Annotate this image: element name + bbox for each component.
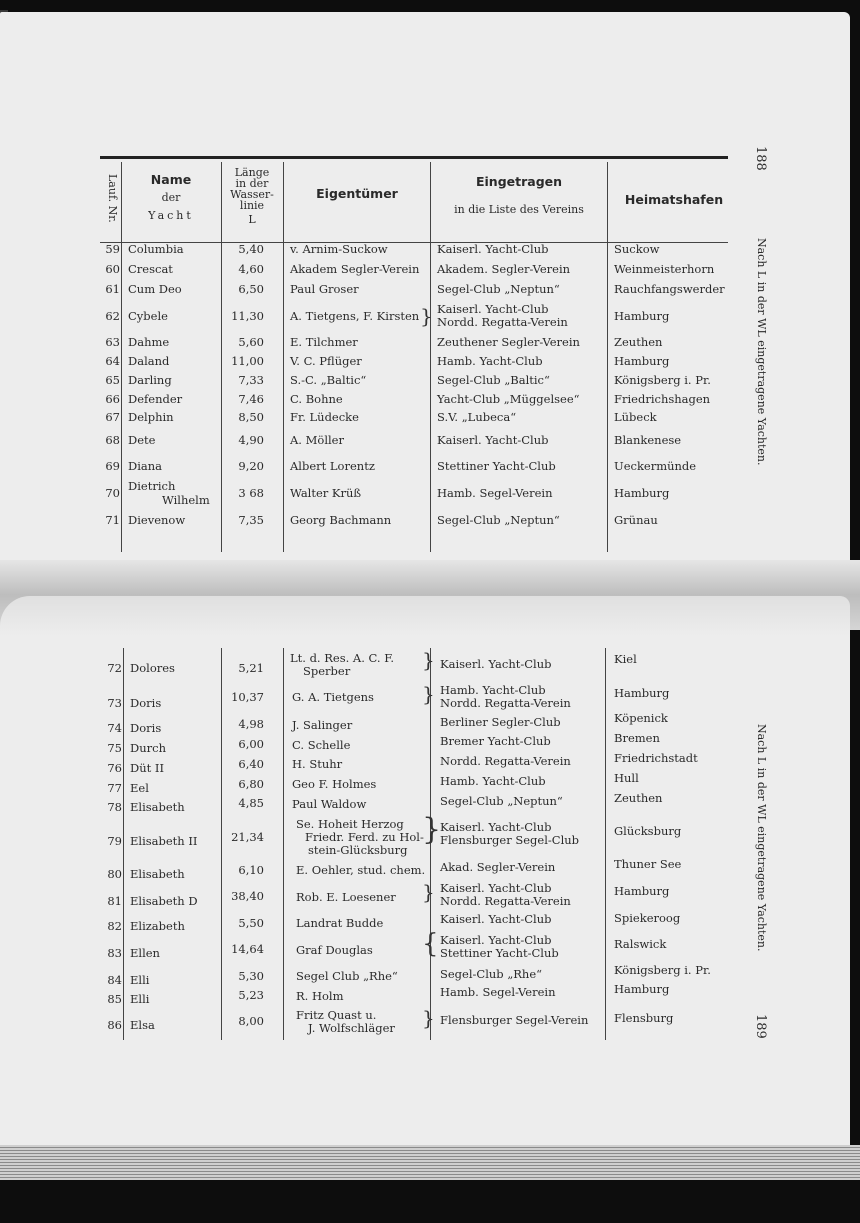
row-number: 72 bbox=[107, 661, 122, 675]
brace-glyph: { bbox=[422, 929, 439, 959]
owner: C. Bohne bbox=[290, 392, 343, 406]
column-divider bbox=[123, 648, 124, 1040]
yacht-name: Düt II bbox=[130, 761, 164, 775]
owner: G. A. Tietgens bbox=[292, 690, 374, 704]
club: Berliner Segler-Club bbox=[440, 715, 561, 729]
home-port: Königsberg i. Pr. bbox=[614, 373, 711, 387]
brace-glyph: } bbox=[422, 682, 435, 706]
home-port: Zeuthen bbox=[614, 335, 663, 349]
column-divider bbox=[121, 162, 122, 552]
row-number: 66 bbox=[105, 392, 120, 406]
club: Flensburger Segel-Verein bbox=[440, 1013, 589, 1027]
owner: J. Salinger bbox=[292, 718, 353, 732]
owner: Walter Krüß bbox=[290, 486, 362, 500]
header-heimatshafen: Heimatshafen bbox=[624, 192, 724, 207]
row-number: 76 bbox=[107, 761, 122, 775]
waterline-length: 4,85 bbox=[238, 796, 264, 810]
club: Segel-Club „Baltic“ bbox=[437, 373, 550, 387]
owner: v. Arnim-Suckow bbox=[290, 242, 388, 256]
home-port: Hull bbox=[614, 771, 639, 785]
club: Hamb. Yacht-Club bbox=[440, 683, 546, 697]
row-number: 74 bbox=[107, 721, 122, 735]
home-port: Hamburg bbox=[614, 354, 670, 368]
waterline-length: 5,40 bbox=[238, 242, 264, 256]
brace-glyph: } bbox=[420, 304, 433, 328]
club: Hamb. Segel-Verein bbox=[437, 486, 553, 500]
header-name: Name bbox=[150, 172, 192, 187]
waterline-length: 5,50 bbox=[238, 916, 264, 930]
club: Kaiserl. Yacht-Club bbox=[437, 433, 549, 447]
row-number: 85 bbox=[107, 992, 122, 1006]
waterline-length: 8,50 bbox=[238, 410, 264, 424]
owner: Landrat Budde bbox=[296, 916, 384, 930]
home-port: Zeuthen bbox=[614, 791, 663, 805]
yacht-name: Dete bbox=[128, 433, 156, 447]
row-number: 86 bbox=[107, 1018, 122, 1032]
owner: Segel Club „Rhe“ bbox=[296, 969, 398, 983]
home-port: Hamburg bbox=[614, 309, 670, 323]
home-port: Spiekeroog bbox=[614, 911, 681, 925]
row-number: 62 bbox=[105, 309, 120, 323]
header-laenge-4: linie bbox=[239, 199, 265, 212]
home-port: Ueckermünde bbox=[614, 459, 697, 473]
header-laenge-1: Länge bbox=[234, 166, 270, 179]
club: Stettiner Yacht-Club bbox=[437, 459, 556, 473]
row-number: 78 bbox=[107, 800, 122, 814]
row-number: 77 bbox=[107, 781, 122, 795]
club: Segel-Club „Rhe“ bbox=[440, 967, 543, 981]
yacht-name: Cum Deo bbox=[128, 282, 182, 296]
yacht-name: Delphin bbox=[128, 410, 174, 424]
column-divider bbox=[430, 162, 431, 552]
owner: Rob. E. Loesener bbox=[296, 890, 396, 904]
club-secondary: Stettiner Yacht-Club bbox=[440, 946, 559, 960]
yacht-name: Daland bbox=[128, 354, 170, 368]
waterline-length: 6,50 bbox=[238, 282, 264, 296]
home-port: Suckow bbox=[614, 242, 660, 256]
home-port: Hamburg bbox=[614, 686, 670, 700]
waterline-length: 6,80 bbox=[238, 777, 264, 791]
owner: Albert Lorentz bbox=[290, 459, 375, 473]
column-divider bbox=[283, 648, 284, 1040]
owner: Paul Groser bbox=[290, 282, 359, 296]
header-name-der: der bbox=[161, 191, 181, 204]
header-eigentuemer: Eigentümer bbox=[316, 186, 398, 201]
club: Zeuthener Segler-Verein bbox=[437, 335, 580, 349]
club: Segel-Club „Neptun“ bbox=[437, 513, 560, 527]
owner-continued: stein-Glücksburg bbox=[308, 843, 408, 857]
brace-glyph: } bbox=[422, 880, 435, 904]
waterline-length: 5,23 bbox=[238, 988, 264, 1002]
yacht-name: Elisabeth bbox=[130, 800, 185, 814]
waterline-length: 6,00 bbox=[238, 737, 264, 751]
waterline-length: 11,30 bbox=[231, 309, 264, 323]
yacht-name: Crescat bbox=[128, 262, 173, 276]
header-eingetragen-sub: in die Liste des Vereins bbox=[454, 203, 584, 216]
row-number: 80 bbox=[107, 867, 122, 881]
row-number: 65 bbox=[105, 373, 120, 387]
home-port: Flensburg bbox=[614, 1011, 674, 1025]
home-port: Lübeck bbox=[614, 410, 657, 424]
yacht-name: Elsa bbox=[130, 1018, 155, 1032]
yacht-name-continued: Wilhelm bbox=[162, 493, 210, 507]
running-head: Nach L in der WL eingetragene Yachten. bbox=[755, 238, 768, 466]
waterline-length: 5,30 bbox=[238, 969, 264, 983]
waterline-length: 5,60 bbox=[238, 335, 264, 349]
header-name-yacht: Yacht bbox=[148, 209, 194, 222]
owner: Lt. d. Res. A. C. F. bbox=[290, 651, 395, 665]
home-port: Bremen bbox=[614, 731, 660, 745]
club: Bremer Yacht-Club bbox=[440, 734, 551, 748]
owner: Graf Douglas bbox=[296, 943, 373, 957]
row-number: 68 bbox=[105, 433, 120, 447]
column-divider bbox=[607, 162, 608, 552]
waterline-length: 7,35 bbox=[238, 513, 264, 527]
row-number: 82 bbox=[107, 919, 122, 933]
home-port: Friedrichstadt bbox=[614, 751, 698, 765]
club: Kaiserl. Yacht-Club bbox=[440, 881, 552, 895]
waterline-length: 21,34 bbox=[231, 830, 264, 844]
club: Segel-Club „Neptun“ bbox=[440, 794, 563, 808]
owner-continued: Friedr. Ferd. zu Hol- bbox=[305, 830, 424, 844]
yacht-name: Elisabeth bbox=[130, 867, 185, 881]
owner: Geo F. Holmes bbox=[292, 777, 377, 791]
club: Akad. Segler-Verein bbox=[440, 860, 556, 874]
waterline-length: 3 68 bbox=[238, 486, 264, 500]
home-port: Glücksburg bbox=[614, 824, 682, 838]
club-secondary: Nordd. Regatta-Verein bbox=[440, 894, 571, 908]
waterline-length: 5,21 bbox=[238, 661, 264, 675]
brace-glyph: } bbox=[422, 812, 442, 847]
owner: S.-C. „Baltic“ bbox=[290, 373, 367, 387]
club: S.V. „Lubeca“ bbox=[437, 410, 517, 424]
row-number: 79 bbox=[107, 834, 122, 848]
club: Nordd. Regatta-Verein bbox=[440, 754, 571, 768]
owner: V. C. Pflüger bbox=[290, 354, 362, 368]
club-secondary: Nordd. Regatta-Verein bbox=[440, 696, 571, 710]
club: Yacht-Club „Müggelsee“ bbox=[437, 392, 580, 406]
yacht-name: Elli bbox=[130, 992, 150, 1006]
row-number: 81 bbox=[107, 894, 122, 908]
header-lauf-nr: Lauf. Nr. bbox=[106, 174, 119, 223]
row-number: 75 bbox=[107, 741, 122, 755]
home-port: Königsberg i. Pr. bbox=[614, 963, 711, 977]
home-port: Hamburg bbox=[614, 486, 670, 500]
running-head: Nach L in der WL eingetragene Yachten. bbox=[755, 724, 768, 952]
yacht-name: Dolores bbox=[130, 661, 175, 675]
yacht-name: Elisabeth D bbox=[130, 894, 198, 908]
club: Kaiserl. Yacht-Club bbox=[440, 912, 552, 926]
club: Akadem. Segler-Verein bbox=[437, 262, 571, 276]
owner: E. Oehler, stud. chem. bbox=[296, 863, 426, 877]
owner: Fritz Quast u. bbox=[296, 1008, 377, 1022]
page-number: 189 bbox=[753, 1014, 768, 1039]
row-number: 61 bbox=[105, 282, 120, 296]
club: Hamb. Yacht-Club bbox=[440, 774, 546, 788]
header-eingetragen: Eingetragen bbox=[475, 174, 563, 189]
waterline-length: 4,90 bbox=[238, 433, 264, 447]
waterline-length: 6,10 bbox=[238, 863, 264, 877]
column-divider bbox=[605, 648, 606, 1040]
yacht-name: Eel bbox=[130, 781, 149, 795]
waterline-length: 6,40 bbox=[238, 757, 264, 771]
header-laenge-3: Wasser- bbox=[230, 188, 274, 201]
owner: Fr. Lüdecke bbox=[290, 410, 359, 424]
club: Hamb. Segel-Verein bbox=[440, 985, 556, 999]
home-port: Friedrichshagen bbox=[614, 392, 711, 406]
owner: A. Tietgens, F. Kirsten bbox=[290, 309, 420, 323]
club: Hamb. Yacht-Club bbox=[437, 354, 543, 368]
table-top-rule bbox=[100, 156, 728, 159]
waterline-length: 4,98 bbox=[238, 717, 264, 731]
yacht-name: Durch bbox=[130, 741, 166, 755]
owner-continued: J. Wolfschläger bbox=[308, 1021, 395, 1035]
yacht-name: Defender bbox=[128, 392, 183, 406]
owner: E. Tilchmer bbox=[290, 335, 358, 349]
owner: Georg Bachmann bbox=[290, 513, 392, 527]
club: Kaiserl. Yacht-Club bbox=[440, 820, 552, 834]
yacht-name: Doris bbox=[130, 696, 162, 710]
page-number: 188 bbox=[753, 146, 768, 171]
home-port: Weinmeisterhorn bbox=[614, 262, 715, 276]
club: Kaiserl. Yacht-Club bbox=[440, 657, 552, 671]
yacht-name: Doris bbox=[130, 721, 162, 735]
row-number: 70 bbox=[105, 486, 120, 500]
yacht-name: Dahme bbox=[128, 335, 170, 349]
header-laenge-2: in der bbox=[235, 177, 269, 190]
waterline-length: 14,64 bbox=[231, 942, 264, 956]
brace-glyph: } bbox=[422, 1006, 435, 1030]
home-port: Ralswick bbox=[614, 937, 667, 951]
yacht-name: Elisabeth II bbox=[130, 834, 198, 848]
yacht-name: Ellen bbox=[130, 946, 160, 960]
waterline-length: 7,33 bbox=[238, 373, 264, 387]
club-secondary: Nordd. Regatta-Verein bbox=[437, 315, 568, 329]
yacht-name: Columbia bbox=[128, 242, 184, 256]
waterline-length: 7,46 bbox=[238, 392, 264, 406]
brace-glyph: } bbox=[422, 648, 435, 672]
owner: C. Schelle bbox=[292, 738, 351, 752]
owner: Akadem Segler-Verein bbox=[290, 262, 420, 276]
waterline-length: 4,60 bbox=[238, 262, 264, 276]
row-number: 67 bbox=[105, 410, 120, 424]
owner: A. Möller bbox=[290, 433, 344, 447]
yacht-name: Cybele bbox=[128, 309, 168, 323]
row-number: 59 bbox=[105, 242, 120, 256]
row-number: 64 bbox=[105, 354, 120, 368]
yacht-name: Dievenow bbox=[128, 513, 186, 527]
club: Kaiserl. Yacht-Club bbox=[440, 933, 552, 947]
home-port: Hamburg bbox=[614, 884, 670, 898]
home-port: Köpenick bbox=[614, 711, 668, 725]
waterline-length: 38,40 bbox=[231, 889, 264, 903]
owner: H. Stuhr bbox=[292, 757, 343, 771]
row-number: 60 bbox=[105, 262, 120, 276]
home-port: Rauchfangswerder bbox=[614, 282, 725, 296]
home-port: Kiel bbox=[614, 652, 637, 666]
home-port: Grünau bbox=[614, 513, 658, 527]
waterline-length: 10,37 bbox=[231, 690, 264, 704]
yacht-name: Dietrich bbox=[128, 479, 176, 493]
waterline-length: 8,00 bbox=[238, 1014, 264, 1028]
lower-page bbox=[0, 596, 850, 1150]
row-number: 84 bbox=[107, 973, 122, 987]
row-number: 69 bbox=[105, 459, 120, 473]
column-divider bbox=[283, 162, 284, 552]
header-laenge-5: L bbox=[248, 213, 256, 226]
row-number: 83 bbox=[107, 946, 122, 960]
club-secondary: Flensburger Segel-Club bbox=[440, 833, 580, 847]
waterline-length: 9,20 bbox=[238, 459, 264, 473]
home-port: Thuner See bbox=[614, 857, 682, 871]
owner-continued: Sperber bbox=[303, 664, 351, 678]
owner: Paul Waldow bbox=[292, 797, 367, 811]
club: Kaiserl. Yacht-Club bbox=[437, 302, 549, 316]
owner: R. Holm bbox=[296, 989, 344, 1003]
row-number: 71 bbox=[105, 513, 120, 527]
yacht-name: Diana bbox=[128, 459, 163, 473]
owner: Se. Hoheit Herzog bbox=[296, 817, 404, 831]
home-port: Blankenese bbox=[614, 433, 682, 447]
yacht-name: Elizabeth bbox=[130, 919, 185, 933]
club: Segel-Club „Neptun“ bbox=[437, 282, 560, 296]
home-port: Hamburg bbox=[614, 982, 670, 996]
yacht-name: Elli bbox=[130, 973, 150, 987]
upper-page bbox=[0, 12, 850, 604]
row-number: 63 bbox=[105, 335, 120, 349]
yacht-name: Darling bbox=[128, 373, 172, 387]
row-number: 73 bbox=[107, 696, 122, 710]
waterline-length: 11,00 bbox=[231, 354, 264, 368]
book-page-edges bbox=[0, 1145, 860, 1180]
club: Kaiserl. Yacht-Club bbox=[437, 242, 549, 256]
